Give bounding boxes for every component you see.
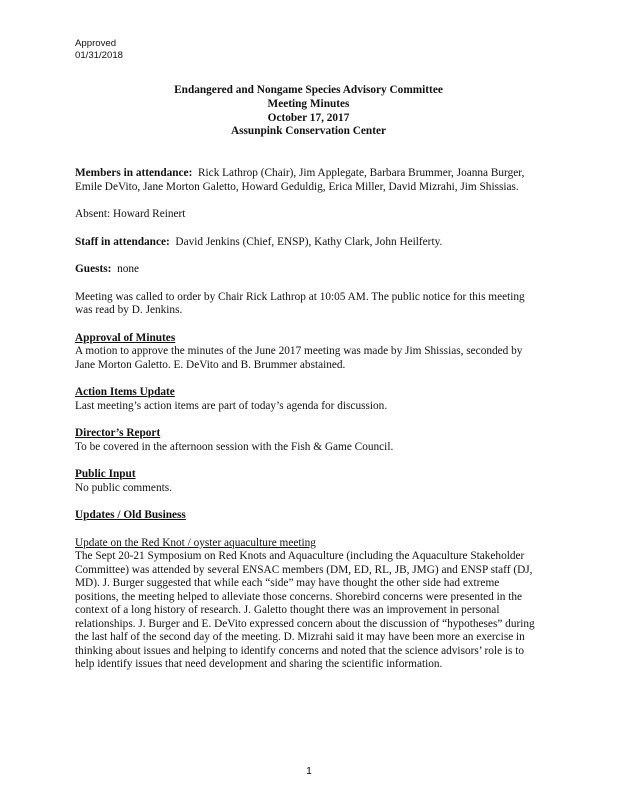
approval-stamp-date: 01/31/2018 <box>75 50 124 61</box>
red-knot-subheading: Update on the Red Knot / oyster aquaculture meeting <box>75 536 316 549</box>
call-to-order: Meeting was called to order by Chair Rick Lathrop at 10:05 AM. The public notice for this meeting was read by D. Jenkins. <box>75 290 525 317</box>
action-items-text: Last meeting’s action items are part of today’s agenda for discussion. <box>75 399 388 412</box>
directors-report-text: To be covered in the afternoon session with the Fish & Game Council. <box>75 440 394 453</box>
committee-title: Endangered and Nongame Species Advisory Committee <box>174 84 443 96</box>
approval-text: A motion to approve the minutes of the June 2017 meeting was made by Jim Shissias, seconded by Jane Morton Galetto. E. DeVito and B. Brummer abstained. <box>75 345 523 371</box>
absent-line: Absent: Howard Reinert <box>75 208 186 221</box>
meeting-location: Assunpink Conservation Center <box>230 125 387 138</box>
approval-stamp <box>75 38 542 62</box>
staff-label: Staff in attendance: <box>75 235 170 248</box>
members-label: Members in attendance: <box>75 167 193 180</box>
directors-report-heading: Director’s Report <box>75 427 161 440</box>
staff-attendance <box>75 236 542 250</box>
page-number: 1 <box>306 766 312 777</box>
red-knot-text: The Sept 20-21 Symposium on Red Knots and Aquaculture (including the Aquaculture Stakeholder Committee) was attended by several ENSAC members (DM, ED, RL, JB, JMG) and ENSP staff (DJ, MD). J. Burger suggested that while each “side” may have thought the other side had extreme positions, the meeting helped to alleviate those concerns. Shorebird concerns were presented in the context of a long history of research. J. Galetto thought there was an improvement in personal relationships. J. Burger and E. DeVito expressed concern about the discussion of “hypotheses” during the last half of the second day of the meeting. D. Mizrahi said it may have been more an exercise in thinking about issues and helping to identify concerns and noted that the science advisors’ role is to help identify issues that need development and sharing the scientific information. <box>75 550 535 671</box>
updates-heading: Updates / Old Business <box>75 509 186 522</box>
approval-heading: Approval of Minutes <box>75 331 176 344</box>
guests-line <box>75 263 542 277</box>
public-input-text: No public comments. <box>75 481 172 494</box>
guests-label: Guests: <box>75 263 112 276</box>
public-input-heading: Public Input <box>75 468 136 481</box>
guests-value: none <box>117 263 140 276</box>
members-list: Rick Lathrop (Chair), Jim Applegate, Barbara Brummer, Joanna Burger, Emile DeVito, Jane Morton Galetto, Howard Geduldig, Erica Miller, David Mizrahi, Jim Shissias. <box>75 167 525 193</box>
document-title: Meeting Minutes <box>267 97 350 110</box>
action-items-heading: Action Items Update <box>75 386 175 399</box>
document-header <box>75 84 542 139</box>
meeting-date: October 17, 2017 <box>267 111 350 124</box>
members-attendance <box>75 167 542 194</box>
approval-stamp-label: Approved <box>75 38 117 49</box>
staff-list: David Jenkins (Chief, ENSP), Kathy Clark, John Heilferty. <box>175 235 443 248</box>
